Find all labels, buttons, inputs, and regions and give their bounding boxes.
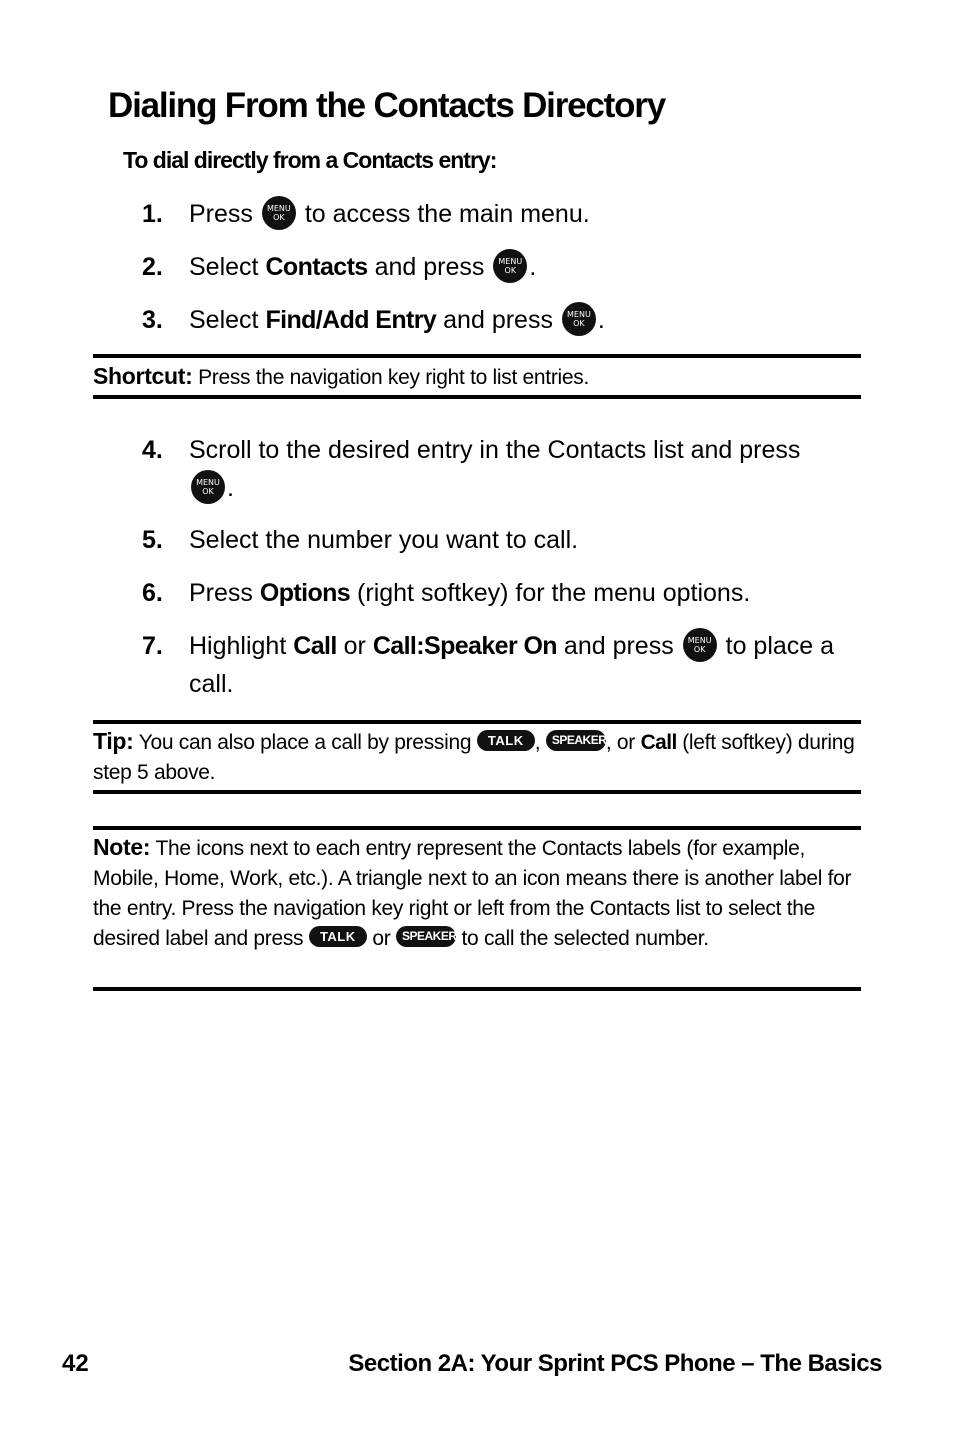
tip-bottom-rule: [93, 790, 861, 794]
shortcut-box: [93, 361, 861, 393]
tip-bold-term: Call: [640, 731, 677, 754]
talk-key-icon: TALK: [309, 926, 367, 947]
note-box: [93, 832, 861, 954]
key-label-menu: MENU: [567, 310, 591, 320]
step-2: [142, 248, 842, 286]
section-footer: Section 2A: Your Sprint PCS Phone – The Basics: [348, 1350, 882, 1377]
step-number: 2.: [142, 253, 163, 281]
tip-text-part: , or: [605, 731, 636, 754]
step-text: [189, 627, 842, 703]
step-text-part: and press: [563, 632, 674, 660]
step-text-part: and press: [443, 306, 553, 334]
step-text-part: to access the main menu.: [304, 200, 590, 228]
speaker-key-icon: SPEAKER: [396, 926, 456, 947]
section-subheading: To dial directly from a Contacts entry:: [123, 147, 497, 173]
step-text-part: Scroll to the desired entry in the Contacts list and press: [189, 436, 801, 464]
key-label-menu: MENU: [687, 636, 712, 646]
menu-ok-key-icon: [683, 628, 717, 662]
shortcut-text: Press the navigation key right to list entries.: [198, 366, 589, 389]
step-1: [142, 195, 842, 233]
step-bold-term: Call:Speaker On: [372, 632, 557, 660]
tip-text-part: (left softkey) during step 5 above.: [93, 731, 855, 784]
step-text-part: Press: [189, 200, 253, 228]
step-text: [189, 248, 842, 286]
step-text-part: .: [529, 253, 537, 281]
step-text-part: Select: [189, 253, 259, 281]
key-label-ok: OK: [693, 645, 706, 655]
step-text-part: (right softkey) for the menu options.: [357, 579, 751, 607]
note-top-rule: [93, 826, 861, 830]
step-number: 4.: [142, 436, 163, 464]
note-bottom-rule: [93, 987, 861, 991]
key-label-menu: MENU: [196, 478, 220, 488]
note-text-part: to call the selected number.: [461, 927, 709, 950]
key-label-ok: OK: [202, 487, 214, 497]
key-label-ok: OK: [573, 319, 585, 329]
note-text-part: The icons next to each entry represent the Contacts labels (for example, Mobile, Home, Work, etc.). A triangle next to an icon means there is another label for the entry. Press the navigation key right or left from the Contacts list to select the desired label and press: [93, 837, 852, 950]
step-bold-term: Options: [259, 579, 351, 607]
step-text-part: or: [343, 632, 366, 660]
step-5: [142, 521, 842, 559]
step-text: [189, 431, 842, 507]
step-text: [189, 195, 842, 233]
key-label-ok: OK: [273, 213, 285, 223]
page-title: Dialing From the Contacts Directory: [108, 86, 665, 125]
step-bold-term: Find/Add Entry: [265, 306, 437, 334]
step-text-part: to place a call.: [189, 632, 835, 698]
step-text: [189, 574, 842, 612]
step-text-part: Select: [189, 306, 259, 334]
speaker-key-icon: SPEAKER: [546, 730, 606, 751]
talk-key-icon: TALK: [477, 730, 535, 751]
menu-ok-key-icon: [493, 249, 527, 283]
step-number: 7.: [142, 632, 163, 660]
shortcut-top-rule: [93, 354, 861, 358]
shortcut-label: Shortcut:: [93, 363, 193, 389]
menu-ok-key-icon: [262, 196, 296, 230]
key-label-menu: MENU: [266, 204, 291, 214]
step-7: [142, 627, 842, 703]
tip-top-rule: [93, 720, 861, 724]
step-text-part: .: [597, 306, 605, 334]
step-bold-term: Contacts: [265, 253, 368, 281]
step-bold-term: Call: [293, 632, 337, 660]
step-text: [189, 521, 842, 559]
step-number: 6.: [142, 579, 163, 607]
menu-ok-key-icon: [191, 470, 225, 504]
note-text-part: or: [372, 927, 391, 950]
tip-box: [93, 726, 861, 788]
step-3: [142, 301, 842, 339]
key-label-menu: MENU: [498, 257, 523, 267]
tip-text-part: ,: [534, 731, 541, 754]
tip-label: Tip:: [93, 728, 134, 754]
key-label-ok: OK: [504, 266, 517, 276]
tip-text-part: You can also place a call by pressing: [138, 731, 472, 754]
step-text-part: Press: [189, 579, 253, 607]
step-text-part: .: [227, 474, 234, 502]
menu-ok-key-icon: [562, 302, 596, 336]
page-number: 42: [62, 1350, 89, 1377]
step-number: 3.: [142, 306, 163, 334]
shortcut-bottom-rule: [93, 395, 861, 399]
step-text: [189, 301, 842, 339]
note-label: Note:: [93, 834, 151, 860]
step-text-part: and press: [374, 253, 485, 281]
step-4: [142, 431, 842, 507]
step-text-part: Highlight: [189, 632, 287, 660]
step-6: [142, 574, 842, 612]
step-number: 1.: [142, 200, 163, 228]
step-text-part: Select the number you want to call.: [189, 526, 579, 554]
step-number: 5.: [142, 526, 163, 554]
